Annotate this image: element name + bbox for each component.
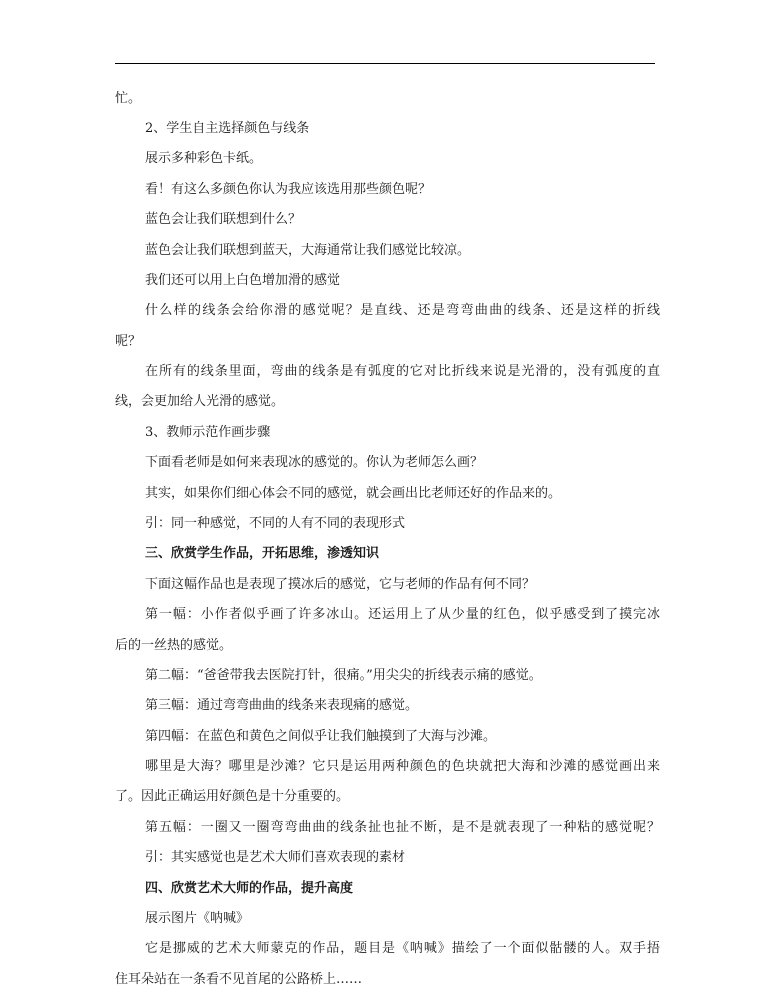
text-line: 蓝色会让我们联想到什么？: [145, 212, 302, 227]
text-line: 下面看老师是如何来表现冰的感觉的。你认为老师怎么画？: [145, 455, 484, 470]
text-line: 引：同一种感觉，不同的人有不同的表现形式: [145, 516, 406, 531]
text-line: 第二幅：“爸爸带我去医院打针，很痛。”用尖尖的折线表示痛的感觉。: [145, 668, 542, 683]
section-heading: 2、学生自主选择颜色与线条: [145, 121, 310, 136]
text-line: 看！有这么多颜色你认为我应该选用那些颜色呢？: [145, 182, 432, 197]
text-line: 下面这幅作品也是表现了摸冰后的感觉，它与老师的作品有何不同？: [145, 577, 536, 592]
text-line: 什么样的线条会给你滑的感觉呢？是直线、还是弯弯曲曲的线条、还是这样的折线: [145, 303, 660, 318]
section-heading: 3、教师示范作画步骤: [145, 425, 271, 440]
section-heading: 四、欣赏艺术大师的作品，提升高度: [145, 881, 354, 896]
text-line: 了。因此正确运用好颜色是十分重要的。: [115, 789, 350, 804]
text-line: 引：其实感觉也是艺术大师们喜欢表现的素材: [145, 850, 406, 865]
text-line: 蓝色会让我们联想到蓝天，大海通常让我们感觉比较凉。: [145, 243, 471, 258]
text-line: 第五幅：一圈又一圈弯弯曲曲的线条扯也扯不断，是不是就表现了一种粘的感觉呢？: [145, 820, 660, 835]
text-line: 在所有的线条里面，弯曲的线条是有弧度的它对比折线来说是光滑的，没有弧度的直: [145, 364, 660, 379]
text-line: 后的一丝热的感觉。: [115, 638, 233, 653]
text-line: 我们还可以用上白色增加滑的感觉: [145, 273, 341, 288]
header-rule: [115, 63, 655, 64]
text-line: 它是挪威的艺术大师蒙克的作品，题目是《呐喊》描绘了一个面似骷髅的人。双手捂: [145, 941, 660, 956]
text-line: 第一幅：小作者似乎画了许多冰山。还运用上了从少量的红色，似乎感受到了摸完冰: [145, 607, 660, 622]
text-line: 展示多种彩色卡纸。: [145, 151, 263, 166]
text-line: 哪里是大海？哪里是沙滩？它只是运用两种颜色的色块就把大海和沙滩的感觉画出来: [145, 759, 660, 774]
text-line: 住耳朵站在一条看不见首尾的公路桥上……: [115, 972, 363, 987]
text-line: 展示图片《呐喊》: [145, 911, 250, 926]
text-line: 第四幅：在蓝色和黄色之间似乎让我们触摸到了大海与沙滩。: [145, 729, 497, 744]
text-line: 其实，如果你们细心体会不同的感觉，就会画出比老师还好的作品来的。: [145, 486, 562, 501]
text-line: 第三幅：通过弯弯曲曲的线条来表现痛的感觉。: [145, 698, 419, 713]
section-heading: 三、欣赏学生作品，开拓思维，渗透知识: [145, 546, 380, 561]
text-line: 忙。: [115, 91, 142, 106]
text-line: 呢？: [115, 334, 142, 349]
text-line: 线，会更加给人光滑的感觉。: [115, 394, 285, 409]
